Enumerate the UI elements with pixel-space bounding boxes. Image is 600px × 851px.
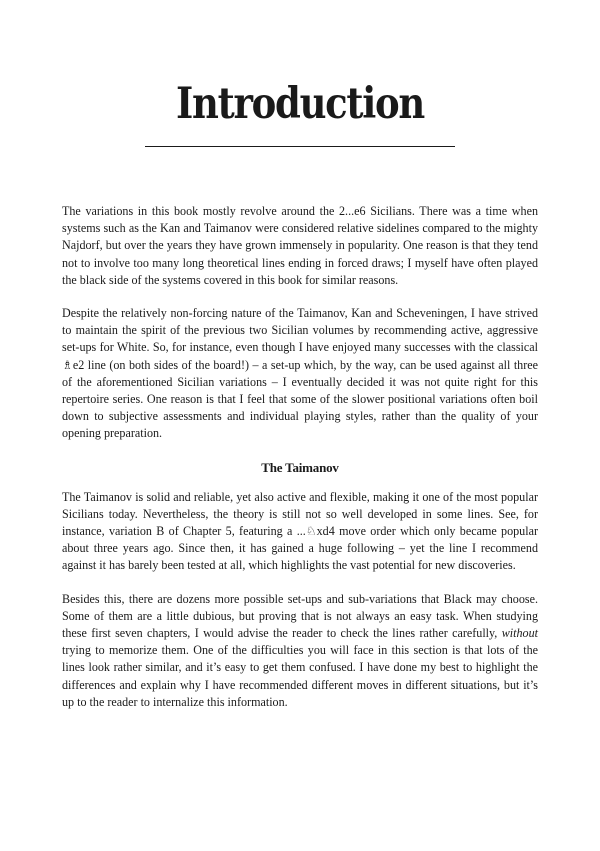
emphasis-text: without — [501, 626, 538, 641]
paragraph: Despite the relatively non-forcing nature of the Taimanov, Kan and Scheveningen, I have strived to maintain the spirit of the previous two Sicilian volumes by recommending active, aggressive set-ups for White. So, for instance, even though I have enjoyed many successes with the classical ♗e2 line (on both sides of the board!) – a set-up which, by the way, can be used against all three of the aforementioned Sicilian variations – I eventually decided it was not quite right for this repertoire series. One reason is that I feel that some of the slower positional variations often boil down to subjective assessments and individual playing styles, rather than the quality of your opening preparation. — [62, 306, 538, 441]
paragraph: The variations in this book mostly revolve around the 2...e6 Sicilians. There was a time when systems such as the Kan and Taimanov were considered relative sidelines compared to the mighty Najdorf, but over the years they have grown immensely in popularity. One reason is that they tend not to involve too many long theoretical lines ending in forced draws; I myself have often played the black side of the systems covered in this book for similar reasons. — [62, 204, 538, 287]
section-heading: The Taimanov — [261, 459, 339, 475]
paragraph-text: Besides this, there are dozens more possible set-ups and sub-variations that Black may choose. Some of them are a little dubious, but proving that is not always an easy task. When studying these first seven chapters, I would advise the reader to check the lines rather carefully, — [62, 591, 538, 641]
paragraph: The Taimanov is solid and reliable, yet also active and flexible, making it one of the most popular Sicilians today. Nevertheless, the theory is still not so well developed in some lines. See, for instance, variation B of Chapter 5, featuring a ...♘xd4 move order which only became popular about three years ago. Since then, it has gained a huge following – yet the line I recommend against it has barely been tested at all, which highlights the vast potential for new discoveries. — [62, 489, 538, 573]
body-text — [62, 203, 538, 727]
title-underline — [145, 146, 455, 147]
paragraph — [62, 591, 538, 711]
page-title: Introduction — [176, 79, 424, 129]
paragraph-text: trying to memorize them. One of the difficulties you will face in this section is that lots of the lines look rather similar, and it’s easy to get them confused. I have done my best to highlight the differences and explain why I have recommended different moves in different situations, but it’s up to the reader to internalize this information. — [62, 643, 538, 709]
